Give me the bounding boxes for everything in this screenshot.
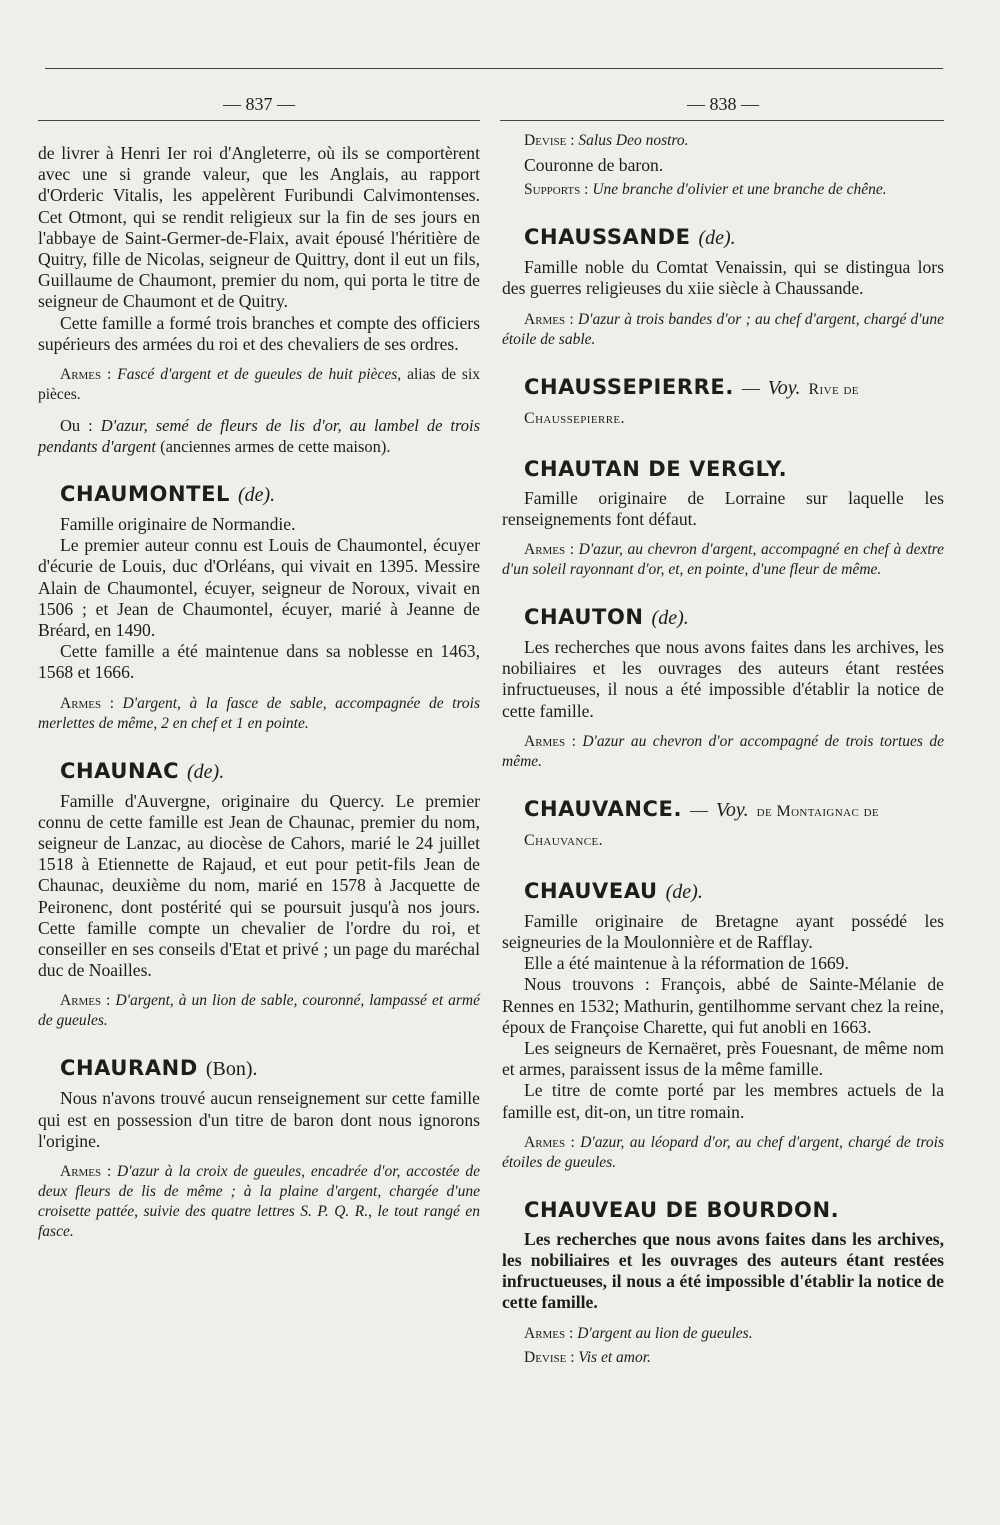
entry-name: CHAUMONTEL xyxy=(60,482,231,507)
arms-text: Fascé d'argent et de gueules de huit pièces, xyxy=(117,366,402,384)
arms-text: D'azur à la croix de gueules, encadrée d'or, accostée de deux fleurs de lis de même ; à la plaine d'argent, chargée d'une croisette pattée, suivie des quatre lettres S. P. Q. R., le tout rangé en fasce. xyxy=(38,1163,480,1241)
entry-paragraph: Famille originaire de Lorraine sur laquelle les renseignements font défaut. xyxy=(502,487,944,529)
entry-name: CHAURAND xyxy=(60,1056,198,1081)
entry-name: CHAUTON xyxy=(524,605,644,630)
entry-heading-chaussepierre xyxy=(524,374,944,432)
entry-heading-chaussande xyxy=(524,224,944,251)
entry-name: CHAUVANCE. xyxy=(524,796,683,821)
entry-name: CHAUVEAU DE BOURDON. xyxy=(524,1197,840,1222)
left-paragraph-2: Cette famille a formé trois branches et compte des officiers supérieurs des armées du roi et des chevaliers de ses ordres. xyxy=(38,312,480,354)
entry-heading-chaurand xyxy=(60,1055,480,1082)
arms-label: Armes : xyxy=(60,1163,112,1181)
entry-name: CHAUTAN DE VERGLY. xyxy=(524,456,788,481)
arms-text: D'azur à trois bandes d'or ; au chef d'argent, chargé d'une étoile de sable. xyxy=(502,310,945,348)
or-tail: (anciennes armes de cette maison). xyxy=(160,437,391,457)
or-text: D'azur, semé de fleurs de lis d'or, au lambel de trois pendants d'argent xyxy=(38,416,481,457)
entry-dash: — xyxy=(689,799,708,820)
arms-text: D'argent, à un lion de sable, couronné, lampassé et armé de gueules. xyxy=(38,992,480,1030)
entry-suffix: (Bon). xyxy=(205,1058,258,1081)
entry-heading-chaunac xyxy=(60,758,480,785)
left-column xyxy=(38,88,480,1242)
entry-paragraph: Nous n'avons trouvé aucun renseignement sur cette famille qui est en possession d'un titre de baron dont nous ignorons l'origine. xyxy=(38,1088,480,1151)
entry-heading-chauvance xyxy=(524,796,944,854)
arms-text: D'azur, au chevron d'argent, accompagné en chef à dextre d'un soleil rayonnant d'or, et, en pointe, d'une fleur de même. xyxy=(502,541,944,579)
arms-label: Armes : xyxy=(524,1133,575,1151)
entry-paragraph: Cette famille a été maintenue dans sa noblesse en 1463, 1568 et 1666. xyxy=(38,641,480,683)
devise-label: Devise : xyxy=(524,132,575,149)
arms-label: Armes : xyxy=(60,992,111,1010)
xref-target: de Montaignac de Chauvance. xyxy=(524,802,880,849)
entry-paragraph: Nous trouvons : François, abbé de Sainte-Mélanie de Rennes en 1532; Mathurin, gentilhomme servant chez la reine, époux de Françoise Charette, qui fut anobli en 1663. xyxy=(502,974,944,1037)
entry-suffix: (de). xyxy=(698,227,736,250)
entry-name: CHAUNAC xyxy=(60,758,180,783)
right-header-rule xyxy=(500,120,944,121)
supports-text: Une branche d'olivier et une branche de chêne. xyxy=(592,181,887,199)
left-paragraph-1: de livrer à Henri Ier roi d'Angleterre, où ils se comportèrent avec une si grande valeur, que les Anglais, au rapport d'Orderic Vitalis, les appelèrent Furibundi Calvimontenses. Cet Otmont, qui se rendit religieux sur la fin de ses jours en l'abbaye de Saint-Germer-de-Flaix, avait épousé l'héritière de Quitry, fille de Nicolas, seigneur de Quittry, dont il eut un fils, Guillaume de Chaumont, premier du nom, qui porta le titre de seigneur de Chaumont et de Quitry. xyxy=(38,143,480,312)
xref xyxy=(768,378,801,398)
left-arms xyxy=(38,365,480,405)
entry-arms xyxy=(502,1324,944,1344)
arms-label: Armes : xyxy=(60,694,115,712)
entry-arms xyxy=(502,1133,944,1173)
entry-paragraph: Les recherches que nous avons faites dans les archives, les nobiliaires et les ouvrages des auteurs étant restées infructueuses, il nous a été impossible d'établir la notice de cette famille. xyxy=(502,637,944,721)
entry-name: CHAUSSANDE xyxy=(524,225,691,250)
entry-heading-chauveau xyxy=(524,878,944,905)
arms-label: Armes : xyxy=(524,1324,574,1342)
left-arms-alt xyxy=(38,415,480,457)
entry-heading-chautan xyxy=(524,456,944,482)
xref xyxy=(716,800,749,820)
page-number-left: — 837 — xyxy=(223,94,295,114)
xref-target: Rive de Chaussepierre. xyxy=(524,380,859,427)
entry-paragraph: Famille noble du Comtat Venaissin, qui se distingua lors des guerres religieuses du xiie siècle à Chaussande. xyxy=(502,257,944,299)
page-number-right: — 838 — xyxy=(687,94,759,114)
devise-text: Salus Deo nostro. xyxy=(578,132,689,149)
right-column xyxy=(502,88,944,1368)
arms-label: Armes : xyxy=(524,310,574,328)
entry-paragraph: Famille originaire de Bretagne ayant possédé les seigneuries de la Moulonnière et de Rafflay. xyxy=(502,910,944,953)
entry-heading-chauveau-de-bourdon xyxy=(524,1197,944,1223)
arms-alias: alias de six pièces. xyxy=(38,366,481,404)
entry-heading-chaumontel xyxy=(60,481,480,508)
entry-arms xyxy=(502,310,944,350)
arms-text: D'azur, au léopard d'or, au chef d'argent, chargé de trois étoiles de gueules. xyxy=(502,1133,944,1171)
couronne-line: Couronne de baron. xyxy=(524,155,664,175)
entry-heading-chauton xyxy=(524,604,944,631)
arms-text: D'azur au chevron d'or accompagné de trois tortues de même. xyxy=(502,732,945,770)
arms-label: Armes : xyxy=(524,541,575,559)
devise-line xyxy=(502,131,944,151)
entry-paragraph: Famille d'Auvergne, originaire du Quercy. Le premier connu de cette famille est Jean de Chaunac, premier du nom, seigneur de Lanzac, au diocèse de Cahors, marié le 24 juillet 1518 à Etiennette de Rajaud, et eut pour petit-fils Jean de Chaunac, deuxième du nom, marié en 1578 à Jacquette de Peironenc, dont postérité qui se poursuit jusqu'à nos jours. Cette famille compte un chevalier de l'ordre du roi, et conseiller en ses conseils d'Etat et privé ; un page du maréchal duc de Noailles. xyxy=(38,790,480,981)
supports-label: Supports : xyxy=(524,181,589,199)
devise-label: Devise : xyxy=(524,1348,575,1366)
entry-suffix: (de). xyxy=(651,607,689,630)
devise-text: Vis et amor. xyxy=(578,1348,651,1366)
top-rule xyxy=(45,68,943,69)
entry-arms xyxy=(502,540,944,580)
supports-line xyxy=(502,180,944,200)
arms-text: D'argent, à la fasce de sable, accompagnée de trois merlettes de même, 2 en chef et 1 en pointe. xyxy=(38,694,480,732)
arms-text: D'argent au lion de gueules. xyxy=(577,1324,753,1342)
arms-label: Armes : xyxy=(524,732,576,750)
entry-suffix: (de). xyxy=(187,760,225,783)
entry-paragraph: Le titre de comte porté par les membres actuels de la famille est, dit-on, un titre romain. xyxy=(502,1080,944,1122)
entry-devise xyxy=(502,1348,944,1368)
entry-suffix: (de). xyxy=(665,880,703,903)
entry-dash: — xyxy=(741,377,760,398)
entry-arms xyxy=(38,991,480,1031)
entry-arms xyxy=(38,1162,480,1242)
entry-paragraph: Les seigneurs de Kernaëret, près Fouesnant, de même nom et armes, paraissent issus de la même famille. xyxy=(502,1038,944,1080)
entry-name: CHAUVEAU xyxy=(524,878,658,903)
entry-paragraph: Famille originaire de Normandie. xyxy=(60,514,296,535)
entry-suffix: (de). xyxy=(237,484,276,507)
or-label: Ou : xyxy=(60,416,93,436)
left-header-rule xyxy=(38,120,480,121)
voy-text: Voy. xyxy=(715,798,749,821)
entry-name: CHAUSSEPIERRE. xyxy=(524,374,734,399)
arms-label: Armes : xyxy=(60,366,112,384)
entry-paragraph: Le premier auteur connu est Louis de Chaumontel, écuyer d'écurie de Louis, duc d'Orléans, qui vivait en 1395. Messire Alain de Chaumontel, écuyer, seigneur de Noroux, vivait en 1506 ; et Jean de Chaumontel, écuyer, marié à Jeanne de Bréard, en 1490. xyxy=(38,535,480,641)
voy-text: Voy. xyxy=(767,376,801,399)
entry-paragraph: Elle a été maintenue à la réformation de 1669. xyxy=(524,953,849,974)
entry-arms xyxy=(502,732,944,772)
entry-arms xyxy=(38,694,480,734)
entry-paragraph: Les recherches que nous avons faites dans les archives, les nobiliaires et les ouvrages des auteurs étant restées infructueuses, il nous a été impossible d'établir la notice de cette famille. xyxy=(502,1228,944,1313)
